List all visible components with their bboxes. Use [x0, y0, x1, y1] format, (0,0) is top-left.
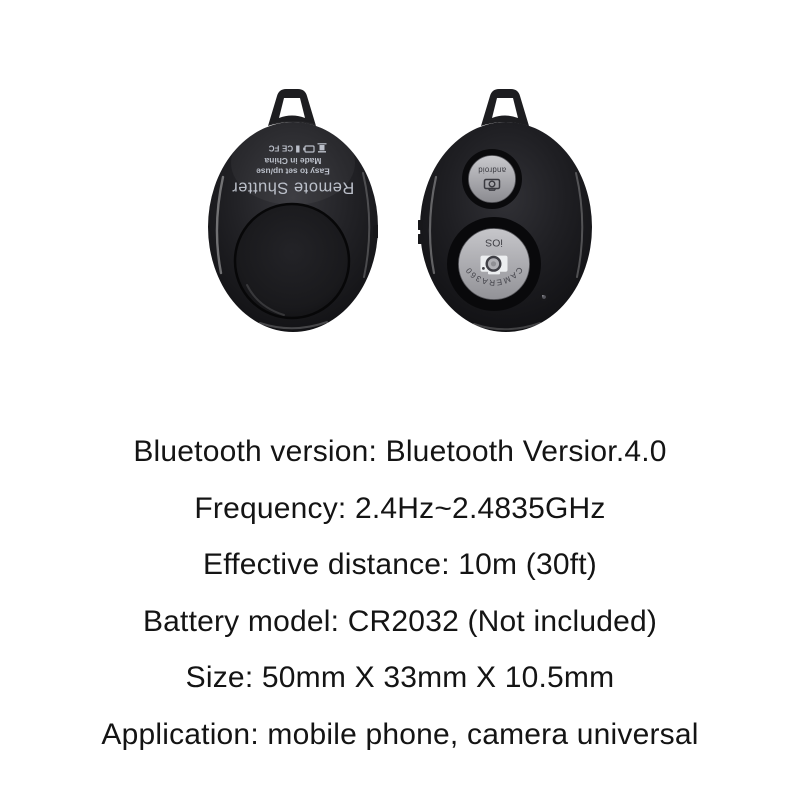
camera360-brand: CAMERA360 — [463, 265, 525, 288]
spec-effective-distance: Effective distance: 10m (30ft) — [203, 548, 597, 582]
android-button-label: android — [477, 165, 507, 175]
keychain-loop — [481, 89, 529, 126]
remote-front-view — [418, 85, 594, 333]
keychain-loop — [268, 89, 316, 126]
made-in-china-label: Made in China — [264, 156, 322, 166]
spec-application: Application: mobile phone, camera universal — [101, 717, 699, 751]
remote-back-view — [206, 85, 378, 333]
spec-size: Size: 50mm X 33mm X 10.5mm — [185, 661, 615, 695]
side-button — [373, 225, 378, 238]
fcc-mark: FC — [268, 143, 280, 153]
status-led — [540, 293, 549, 302]
easy-setup-label: Easy to set up/use — [256, 166, 330, 177]
power-switch — [418, 220, 423, 230]
power-switch — [418, 234, 423, 244]
spec-frequency: Frequency: 2.4Hz~2.4835GHz — [194, 491, 606, 525]
ios-shutter-button — [447, 217, 541, 311]
cell-icon — [296, 146, 299, 153]
remote-shutter-title: Remote Shutter — [231, 178, 355, 197]
ce-mark: CE — [281, 143, 294, 153]
battery-cover-circle — [235, 204, 349, 318]
camera-icon — [481, 256, 508, 275]
spec-list — [0, 424, 800, 763]
android-shutter-button — [462, 149, 522, 209]
spec-battery-model: Battery model: CR2032 (Not included) — [142, 604, 658, 638]
ios-button-label: iOS — [485, 236, 503, 249]
remote-shutter-photos — [0, 85, 800, 333]
spec-bluetooth-version: Bluetooth version: Bluetooth Versior.4.0 — [133, 435, 667, 469]
